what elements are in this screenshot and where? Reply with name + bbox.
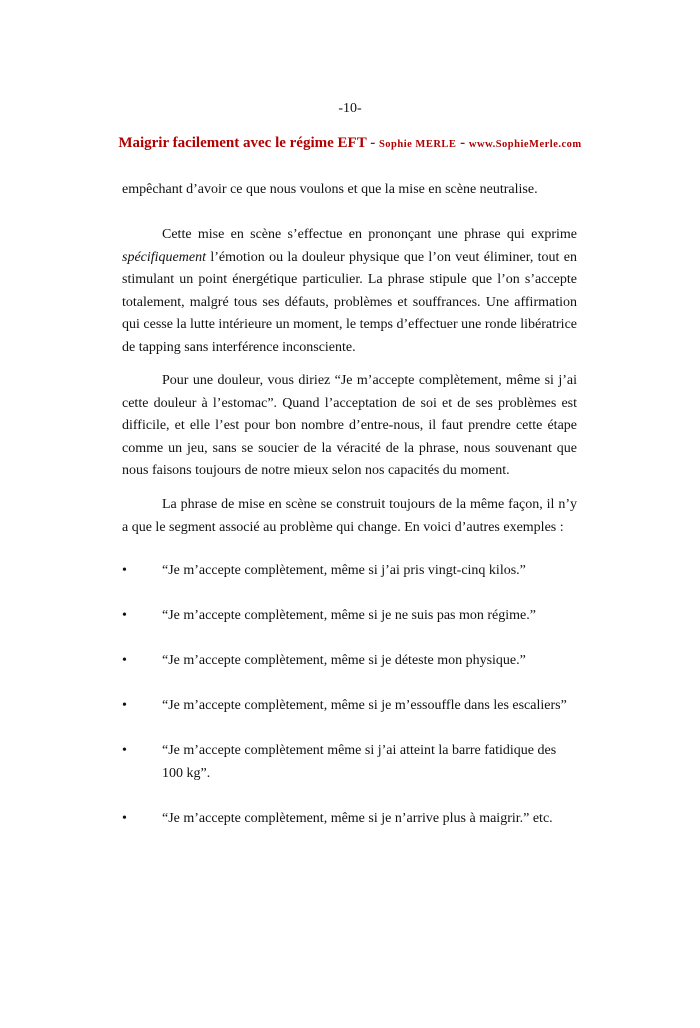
header-author: Sophie MERLE xyxy=(378,139,457,150)
list-item xyxy=(122,560,577,583)
list-item-text: “Je m’accepte complètement, même si j’ai pris vingt-cinq kilos.” xyxy=(162,563,526,578)
list-item xyxy=(122,808,577,831)
list-item xyxy=(122,650,577,673)
list-item-text: “Je m’accepte complètement, même si je ne suis pas mon régime.” xyxy=(162,608,536,623)
bullet-icon: • xyxy=(122,698,127,713)
list-item-text: “Je m’accepte complètement, même si je m’essouffle dans les escaliers” xyxy=(162,698,567,713)
bullet-icon: • xyxy=(122,563,127,578)
paragraph-pain-example: Pour une douleur, vous diriez “Je m’accepte complètement, même si j’ai cette douleur à l’estomac”. Quand l’acceptation de soi et de ses problèmes est difficile, et elle l’est pour bon nombre d’entre-nous, il faut prendre cette étape comme un jeu, sans se soucier de la véracité de la phrase, nous souvenant que nous faisons toujours de notre mieux selon nos capacités du moment. xyxy=(122,373,577,478)
list-item-text: “Je m’accepte complètement même si j’ai atteint la barre fatidique des 100 kg”. xyxy=(162,743,557,781)
header-separator: - xyxy=(456,135,469,151)
header-separator: - xyxy=(366,135,379,151)
bullet-icon: • xyxy=(122,743,127,758)
list-item-text: “Je m’accepte complètement, même si je déteste mon physique.” xyxy=(162,653,526,668)
list-item-text: “Je m’accepte complètement, même si je n’arrive plus à maigrir.” etc. xyxy=(162,810,553,826)
header-book-title: Maigrir facilement avec le régime EFT xyxy=(118,135,367,151)
page-number: -10- xyxy=(338,101,362,116)
bullet-icon: • xyxy=(122,653,127,668)
paragraph-text: Cette mise en scène s’effectue en prononçant une phrase qui exprime xyxy=(162,227,577,242)
running-header xyxy=(0,134,700,152)
paragraph-examples-intro: La phrase de mise en scène se construit toujours de la même façon, il n’y a que le segment associé au problème qui change. En voici d’autres exemples : xyxy=(122,497,577,535)
bullet-icon: • xyxy=(122,608,127,623)
bullet-icon: • xyxy=(122,810,127,826)
paragraph-setup-phrase xyxy=(122,224,577,359)
paragraph-continuation: empêchant d’avoir ce que nous voulons et que la mise en scène neutralise. xyxy=(122,182,538,197)
examples-list xyxy=(122,560,577,853)
header-website: www.SophieMerle.com xyxy=(468,139,582,150)
list-item xyxy=(122,605,577,628)
paragraph-text: l’émotion ou la douleur physique que l’on veut éliminer, tout en stimulant un point énergétique particulier. La phrase stipule que l’on s’accepte totalement, malgré tous ses défauts, problèmes et souffrances. Une affirmation qui cesse la lutte intérieure un moment, le temps d’effectuer une ronde libératrice de tapping sans interférence inconsciente. xyxy=(122,249,577,355)
list-item xyxy=(122,740,577,785)
emphasized-word: spécifiquement xyxy=(122,249,206,265)
list-item xyxy=(122,695,577,718)
